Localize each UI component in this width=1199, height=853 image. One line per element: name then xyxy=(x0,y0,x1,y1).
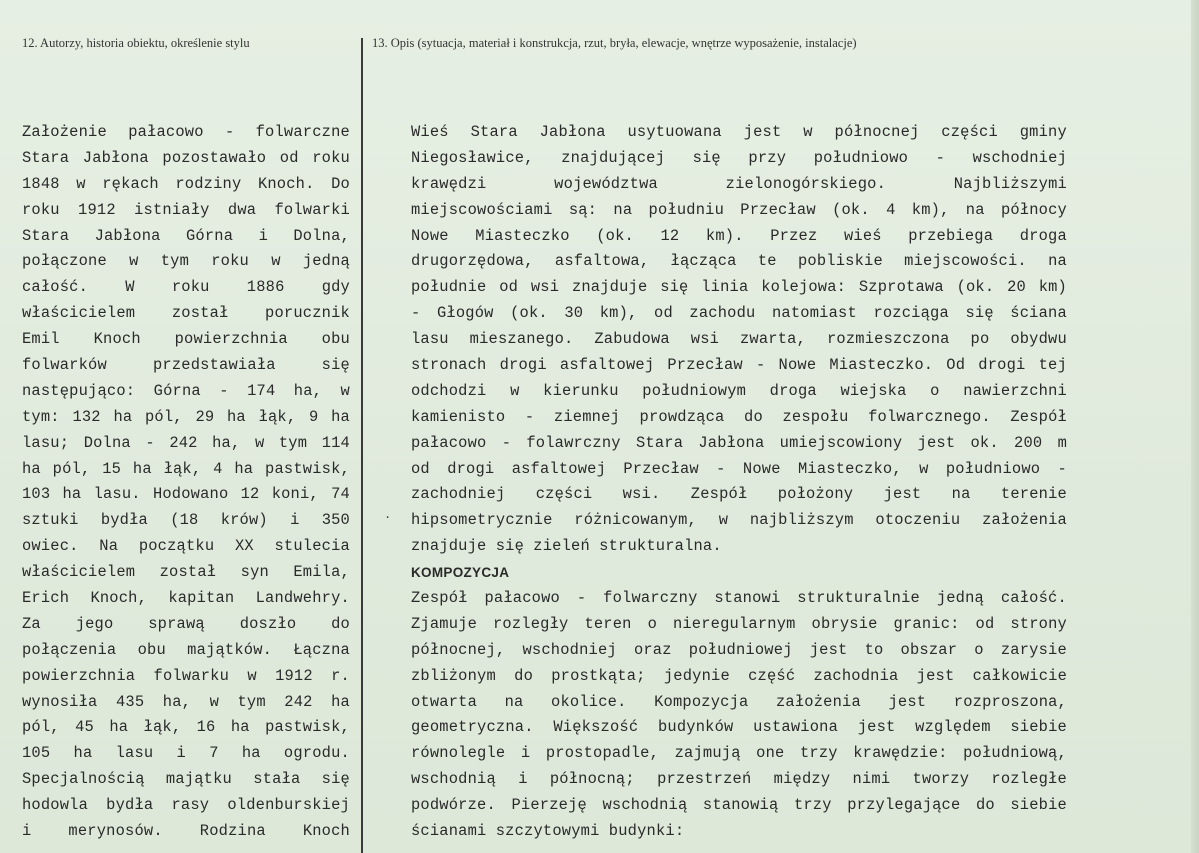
text-line: Emil Knoch powierzchnia obu xyxy=(22,330,350,349)
text-line: Za jego sprawą doszło do xyxy=(22,614,350,633)
text-line: i merynosów. Rodzina Knoch xyxy=(22,822,350,841)
text-line: hipsometrycznie różnicowanym, w najbliższym otoczeniu założenia xyxy=(411,511,1067,530)
text-line: powierzchnia folwarku w 1912 r. xyxy=(22,666,350,685)
text-line: właścicielem został syn Emila, xyxy=(22,563,350,582)
text-line: 103 ha lasu. Hodowano 12 koni, 74 xyxy=(22,485,350,504)
column-divider xyxy=(361,38,363,853)
text-line: południe od wsi znajduje się linia kolejowa: Szprotawa (ok. 20 km) xyxy=(411,278,1067,297)
text-line: kamienisto - ziemnej prowdząca do zespołu folwarcznego. Zespół xyxy=(411,407,1067,426)
text-line: geometryczna. Większość budynków ustawiona jest względem siebie xyxy=(411,718,1067,737)
text-line: podwórze. Pierzeję wschodnią stanowią trzy przylegające do siebie xyxy=(411,796,1067,815)
text-line: 1848 w rękach rodziny Knoch. Do xyxy=(22,174,350,193)
text-line: folwarków przedstawiała się xyxy=(22,356,350,375)
stray-mark: . xyxy=(384,508,392,522)
text-line: zachodniej części wsi. Zespół położony jest na terenie xyxy=(411,485,1067,504)
text-line: lasu mieszanego. Zabudowa wsi zwarta, rozmieszczona po obydwu xyxy=(411,330,1067,349)
text-line: Zjamuje rozległy teren o nieregularnym obrysie granic: od strony xyxy=(411,614,1067,633)
text-line: hodowla bydła rasy oldenburskiej xyxy=(22,796,350,815)
page-edge xyxy=(1191,0,1199,853)
text-line: miejscowościami są: na południu Przecław (ok. 4 km), na północy xyxy=(411,200,1067,219)
text-line: zbliżonym do prostkąta; jedynie część zachodnia jest całkowicie xyxy=(411,666,1067,685)
text-line: - Głogów (ok. 30 km), od zachodu natomiast rozciąga się ściana xyxy=(411,304,1067,323)
text-line: drugorzędowa, asfaltowa, łącząca te pobliskie miejscowości. na xyxy=(411,252,1067,271)
text-line: Erich Knoch, kapitan Landwehry. xyxy=(22,589,350,608)
text-line: pól, 45 ha łąk, 16 ha pastwisk, xyxy=(22,718,350,737)
text-line: znajduje się zieleń strukturalna. xyxy=(411,537,722,556)
text-line: właścicielem został porucznik xyxy=(22,304,350,323)
text-line: Nowe Miasteczko (ok. 12 km). Przez wieś przebiega droga xyxy=(411,226,1067,245)
text-line: równolegle i prostopadle, zajmują one trzy krawędzie: południową, xyxy=(411,744,1067,763)
description-text-column xyxy=(411,120,1067,845)
text-line: połączenia obu majątków. Łączna xyxy=(22,640,350,659)
text-line: Stara Jabłona pozostawało od roku xyxy=(22,148,350,167)
text-line: lasu; Dolna - 242 ha, w tym 114 xyxy=(22,433,350,452)
section-13-header: 13. Opis (sytuacja, materiał i konstrukcja, rzut, bryła, elewacje, wnętrze wyposażenie, instalacje) xyxy=(372,36,857,50)
text-line: pałacowo - folawrczny Stara Jabłona umiejscowiony jest ok. 200 m xyxy=(411,433,1067,452)
text-line: Specjalnością majątku stała się xyxy=(22,770,350,789)
section-heading: KOMPOZYCJA xyxy=(411,565,510,581)
text-line: 105 ha lasu i 7 ha ogrodu. xyxy=(22,744,350,763)
text-line: wschodnią i północną; przestrzeń między nimi tworzy rozległe xyxy=(411,770,1067,789)
text-line: stronach drogi asfaltowej Przecław - Nowe Miasteczko. Od drogi tej xyxy=(411,356,1067,375)
text-line: odchodzi w kierunku południowym droga wiejska o nawierzchni xyxy=(411,381,1067,400)
text-line: północnej, wschodniej oraz południowej jest to obszar o zarysie xyxy=(411,640,1067,659)
text-line: Wieś Stara Jabłona usytuowana jest w północnej części gminy xyxy=(411,123,1067,141)
text-line: Stara Jabłona Górna i Dolna, xyxy=(22,226,350,245)
history-text-column xyxy=(22,120,350,845)
text-line: połączone w tym roku w jedną xyxy=(22,252,350,271)
text-line: sztuki bydła (18 krów) i 350 xyxy=(22,511,350,530)
text-line: ścianami szczytowymi budynki: xyxy=(411,822,685,841)
text-line: roku 1912 istniały dwa folwarki xyxy=(22,200,350,219)
text-line: następująco: Górna - 174 ha, w xyxy=(22,381,350,400)
text-line: otwarta na okolice. Kompozycja założenia jest rozproszona, xyxy=(411,692,1067,711)
text-line: Niegosławice, znajdującej się przy południowo - wschodniej xyxy=(411,148,1067,167)
text-line: od drogi asfaltowej Przecław - Nowe Miasteczko, w południowo - xyxy=(411,459,1067,478)
text-line: ha pól, 15 ha łąk, 4 ha pastwisk, xyxy=(22,459,350,478)
text-line: Zespół pałacowo - folwarczny stanowi strukturalnie jedną całość. xyxy=(411,589,1067,608)
text-line: owiec. Na początku XX stulecia xyxy=(22,537,350,556)
text-line: Założenie pałacowo - folwarczne xyxy=(22,123,350,141)
section-12-header: 12. Autorzy, historia obiektu, określenie stylu xyxy=(22,36,250,50)
text-line: tym: 132 ha pól, 29 ha łąk, 9 ha xyxy=(22,407,350,426)
text-line: całość. W roku 1886 gdy xyxy=(22,278,350,297)
text-line: wynosiła 435 ha, w tym 242 ha xyxy=(22,692,350,711)
text-line: krawędzi województwa zielonogórskiego. Najbliższymi xyxy=(411,174,1067,193)
